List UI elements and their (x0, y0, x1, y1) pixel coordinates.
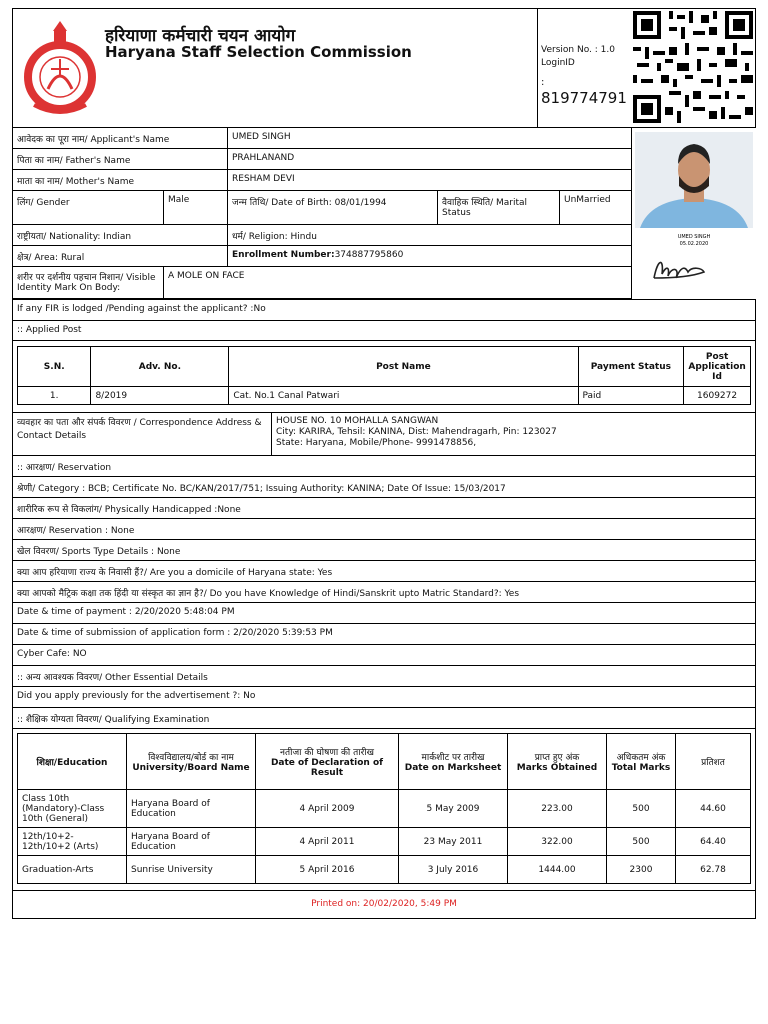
applicant-photo (632, 128, 756, 298)
login-id-line (541, 71, 629, 107)
dob-cell (227, 191, 437, 224)
edu-header-total-hi: अधिकतम अंक (616, 753, 666, 763)
login-prefix: : (541, 77, 545, 88)
address-line-2: City: KARIRA, Tehsil: KANINA, Dist: Mahendragarh, Pin: 123027 (276, 427, 557, 437)
area-row (12, 246, 632, 267)
edu-header-marksheet-hi: मार्कशीट पर तारीख (421, 753, 485, 763)
edu-cell: 62.78 (676, 856, 751, 884)
mother-row (12, 170, 632, 191)
edu-header-declaration-en: Date of Declaration of Result (270, 758, 384, 778)
post-header-id: Post Application Id (684, 347, 751, 387)
category-row: श्रेणी/ Category : BCB; Certificate No. BC/KAN/2017/751; Issuing Authority: KANINA; Date Of Issue: 15/03/2017 (12, 477, 756, 498)
post-payment: Paid (578, 387, 684, 405)
edu-cell: 4 April 2011 (256, 828, 399, 856)
nationality-value: Indian (103, 232, 132, 242)
identity-mark-label: शरीर पर दर्शनीय पहचान निशान/ Visible Identity Mark On Body: (17, 273, 156, 293)
login-id: 819774791 (541, 89, 627, 107)
applicant-block (12, 128, 756, 299)
reservation-row: आरक्षण/ Reservation : None (12, 519, 756, 540)
address-line-1: HOUSE NO. 10 MOHALLA SANGWAN (276, 416, 439, 426)
marital-label: वैवाहिक स्थिति/ Marital Status (437, 191, 559, 224)
edu-header-percentage (676, 734, 751, 790)
marital-value: UnMarried (559, 191, 631, 224)
edu-header-marksheet-en: Date on Marksheet (404, 763, 502, 773)
education-box (12, 729, 756, 891)
edu-cell: Sunrise University (127, 856, 256, 884)
father-row (12, 149, 632, 170)
edu-cell: 23 May 2011 (399, 828, 508, 856)
area-cell (13, 246, 227, 266)
other-details-section: :: अन्य आवश्यक विवरण/ Other Essential Details (12, 666, 756, 687)
edu-header-marks-en: Marks Obtained (516, 763, 598, 773)
qr-code-icon (633, 11, 753, 123)
post-header-name: Post Name (229, 347, 578, 387)
nationality-cell (13, 225, 227, 245)
post-name: Cat. No.1 Canal Patwari (229, 387, 578, 405)
edu-cell: 12th/10+2-12th/10+2 (Arts) (18, 828, 127, 856)
edu-cell: 44.60 (676, 790, 751, 828)
edu-cell: 3 July 2016 (399, 856, 508, 884)
table-row (18, 790, 751, 828)
handicapped-row: शारीरिक रूप से विकलांग/ Physically Handicapped :None (12, 498, 756, 519)
table-row (18, 856, 751, 884)
edu-cell: 322.00 (508, 828, 607, 856)
edu-cell: 5 April 2016 (256, 856, 399, 884)
name-value: UMED SINGH (227, 128, 631, 148)
photo-caption-date: 05.02.2020 (679, 241, 709, 247)
post-header-adv: Adv. No. (91, 347, 229, 387)
area-value: Rural (60, 253, 85, 263)
religion-label: धर्म/ Religion: (232, 232, 288, 242)
identity-mark-value: A MOLE ON FACE (163, 267, 631, 298)
previous-application-row: Did you apply previously for the advertisement ?: No (12, 687, 756, 708)
edu-cell: Haryana Board of Education (127, 790, 256, 828)
edu-header-university-en: University/Board Name (132, 763, 250, 773)
father-value: PRAHLANAND (227, 149, 631, 169)
edu-cell: Class 10th (Mandatory)-Class 10th (General) (18, 790, 127, 828)
login-label: LoginID (541, 58, 575, 68)
post-sn: 1. (18, 387, 91, 405)
religion-value: Hindu (290, 232, 317, 242)
edu-cell: 64.40 (676, 828, 751, 856)
gender-dob-row (12, 191, 632, 225)
reservation-section: :: आरक्षण/ Reservation (12, 456, 756, 477)
edu-header-declaration (256, 734, 399, 790)
post-header-payment: Payment Status (578, 347, 684, 387)
hindi-knowledge-row: क्या आपको मैट्रिक कक्षा तक हिंदी या संस्कृत का ज्ञान है?/ Do you have Knowledge of Hindi/Sanskrit upto Matric Standard?: Yes (12, 582, 756, 603)
form-header (12, 8, 756, 128)
edu-header-marks (508, 734, 607, 790)
dob-label: जन्म तिथि/ Date of Birth: (232, 198, 332, 208)
education-table (17, 733, 751, 884)
edu-header-total (607, 734, 676, 790)
edu-cell: 223.00 (508, 790, 607, 828)
edu-header-marks-hi: प्राप्त हुए अंक (534, 753, 580, 763)
edu-cell: Graduation-Arts (18, 856, 127, 884)
edu-cell: 5 May 2009 (399, 790, 508, 828)
edu-header-percentage-hi: प्रतिशत (701, 758, 725, 768)
address-row (12, 413, 756, 456)
edu-header-total-en: Total Marks (611, 763, 671, 773)
post-id: 1609272 (684, 387, 751, 405)
name-label: आवेदक का पूरा नाम/ Applicant's Name (17, 135, 170, 145)
payment-row: Date & time of payment : 2/20/2020 5:48:04 PM (12, 603, 756, 624)
applied-post-box (12, 341, 756, 413)
address-value (271, 413, 755, 455)
version-label: Version No. : 1.0 (541, 45, 615, 55)
enrollment-label: Enrollment Number: (232, 250, 335, 260)
submission-row: Date & time of submission of application form : 2/20/2020 5:39:53 PM (12, 624, 756, 645)
enrollment-value: 374887795860 (334, 250, 404, 260)
edu-cell: 500 (607, 828, 676, 856)
application-form (12, 8, 756, 919)
header-title-hindi: हरियाणा कर्मचारी चयन आयोग (105, 26, 296, 46)
edu-cell: Haryana Board of Education (127, 828, 256, 856)
gender-value: Male (163, 191, 227, 224)
table-row (18, 828, 751, 856)
education-header-row (18, 734, 751, 790)
religion-cell (227, 225, 631, 245)
address-line-3: State: Haryana, Mobile/Phone- 9991478856, (276, 438, 477, 448)
edu-header-marksheet (399, 734, 508, 790)
edu-header-university (127, 734, 256, 790)
enrollment-cell (227, 246, 631, 266)
photo-box (631, 128, 756, 298)
edu-header-education-hi: शिक्षा/Education (36, 758, 108, 768)
father-label: पिता का नाम/ Father's Name (17, 156, 131, 166)
qualifying-section: :: शैक्षिक योग्यता विवरण/ Qualifying Examination (12, 708, 756, 729)
edu-header-university-hi: विश्वविद्यालय/बोर्ड का नाम (148, 753, 234, 763)
version-box (537, 9, 629, 127)
name-row (12, 128, 632, 149)
area-label: क्षेत्र/ Area: (17, 253, 59, 263)
cyber-cafe-row: Cyber Cafe: NO (12, 645, 756, 666)
edu-cell: 1444.00 (508, 856, 607, 884)
post-adv: 8/2019 (91, 387, 229, 405)
identity-mark-row (12, 267, 632, 299)
fir-row: If any FIR is lodged /Pending against the applicant? :No (12, 299, 756, 321)
edu-cell: 2300 (607, 856, 676, 884)
header-title-english: Haryana Staff Selection Commission (105, 43, 412, 61)
gender-label: लिंग/ Gender (17, 198, 70, 208)
photo-caption-name: UMED SINGH (677, 234, 711, 240)
printed-on-row (12, 891, 756, 919)
domicile-row: क्या आप हरियाणा राज्य के निवासी हैं?/ Are you a domicile of Haryana state: Yes (12, 561, 756, 582)
sports-row: खेल विवरण/ Sports Type Details : None (12, 540, 756, 561)
printed-on: Printed on: 20/02/2020, 5:49 PM (311, 899, 457, 909)
applied-post-table (17, 346, 751, 405)
edu-cell: 500 (607, 790, 676, 828)
haryana-emblem-logo (18, 19, 102, 115)
mother-value: RESHAM DEVI (227, 170, 631, 190)
dob-value: 08/01/1994 (334, 198, 387, 208)
edu-header-declaration-hi: नतीजा की घोषणा की तारीख (280, 748, 374, 758)
post-header-sn: S.N. (18, 347, 91, 387)
nationality-label: राष्ट्रीयता/ Nationality: (17, 232, 101, 242)
edu-cell: 4 April 2009 (256, 790, 399, 828)
edu-header-education (18, 734, 127, 790)
address-label: व्यवहार का पता और संपर्क विवरण / Correspondence Address & Contact Details (17, 418, 262, 441)
applied-post-section: :: Applied Post (12, 321, 756, 341)
mother-label: माता का नाम/ Mother's Name (17, 177, 135, 187)
nationality-row (12, 225, 632, 246)
